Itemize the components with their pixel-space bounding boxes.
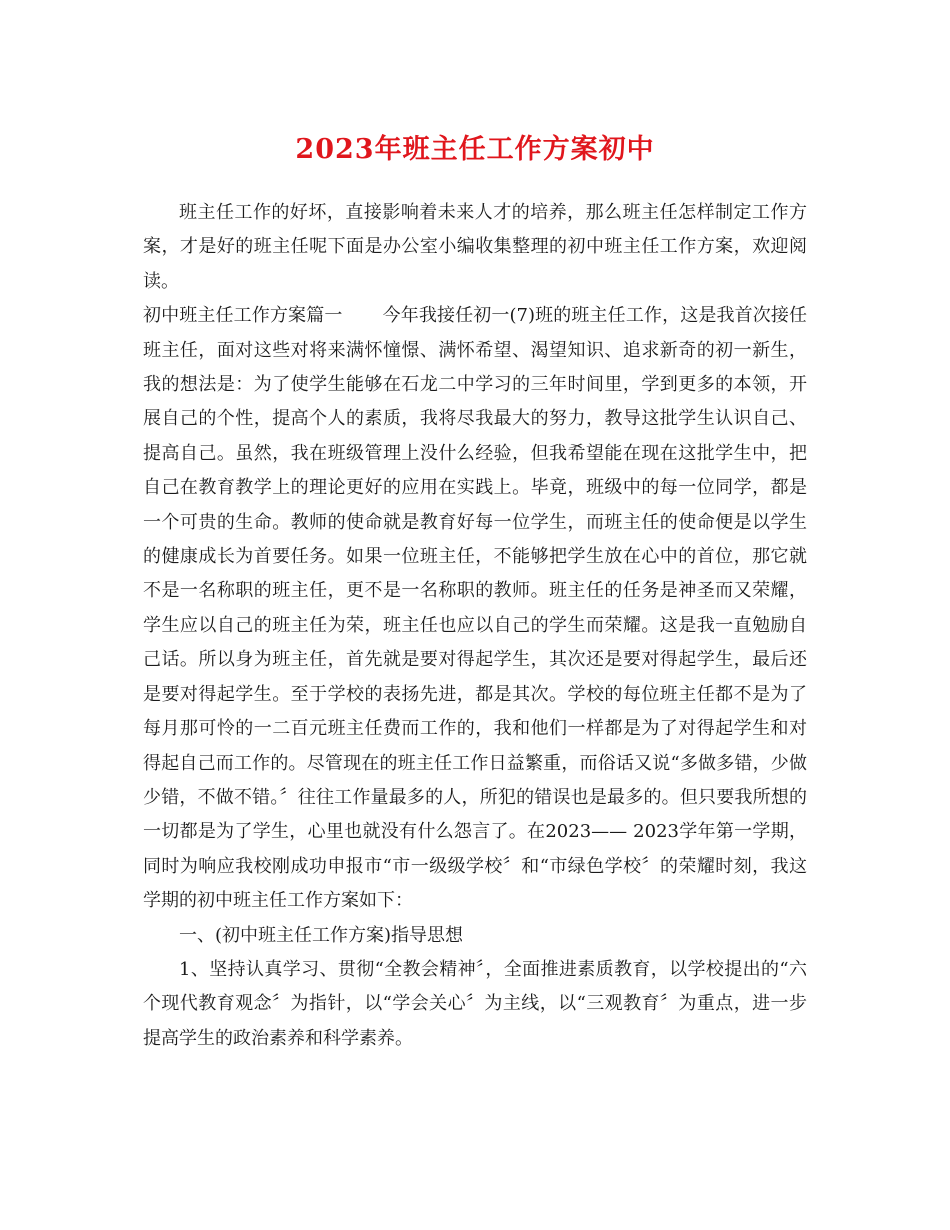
intro-paragraph: 班主任工作的好坏，直接影响着未来人才的培养，那么班主任怎样制定工作方案，才是好的班主任呢下面是办公室小编收集整理的初中班主任工作方案，欢迎阅读。 <box>143 202 807 292</box>
section-paragraph <box>143 299 807 918</box>
document-title: 2023年班主任工作方案初中 <box>295 134 655 165</box>
document-body <box>143 196 807 1056</box>
heading-guiding-thought: 一、(初中班主任工作方案)指导思想 <box>179 924 464 946</box>
point-one-paragraph: 1、坚持认真学习、贯彻“全教会精神〞，全面推进素质教育，以学校提出的“六个现代教育观念〞为指针，以“学会关心〞为主线，以“三观教育〞为重点，进一步提高学生的政治素养和科学素养。 <box>143 958 807 1049</box>
section-label: 初中班主任工作方案篇一 <box>143 305 343 327</box>
section-body: 今年我接任初一(7)班的班主任工作，这是我首次接任班主任，面对这些对将来满怀憧憬、满怀希望、渴望知识、追求新奇的初一新生，我的想法是：为了使学生能够在石龙二中学习的三年时间里，学到更多的本领，开展自己的个性，提高个人的素质，我将尽我最大的努力，教导这批学生认识自己、提高自己。虽然，我在班级管理上没什么经验，但我希望能在现在这批学生中，把自己在教育教学上的理论更好的应用在实践上。毕竟，班级中的每一位同学，都是一个可贵的生命。教师的使命就是教育好每一位学生，而班主任的使命便是以学生的健康成长为首要任务。如果一位班主任，不能够把学生放在心中的首位，那它就不是一名称职的班主任，更不是一名称职的教师。班主任的任务是神圣而又荣耀，学生应以自己的班主任为荣，班主任也应以自己的学生而荣耀。这是我一直勉励自己话。所以身为班主任，首先就是要对得起学生，其次还是要对得起学生，最后还是要对得起学生。至于学校的表扬先进，都是其次。学校的每位班主任都不是为了每月那可怜的一二百元班主任费而工作的，我和他们一样都是为了对得起学生和对得起自己而工作的。尽管现在的班主任工作日益繁重，而俗话又说“多做多错，少做少错，不做不错。〞往往工作量最多的人，所犯的错误也是最多的。但只要我所想的一切都是为了学生，心里也就没有什么怨言了。在2023—— 2023学年第一学期，同时为响应我校刚成功申报市“市一级级学校〞和“市绿色学校〞的荣耀时刻，我这学期的初中班主任工作方案如下： <box>143 305 808 912</box>
